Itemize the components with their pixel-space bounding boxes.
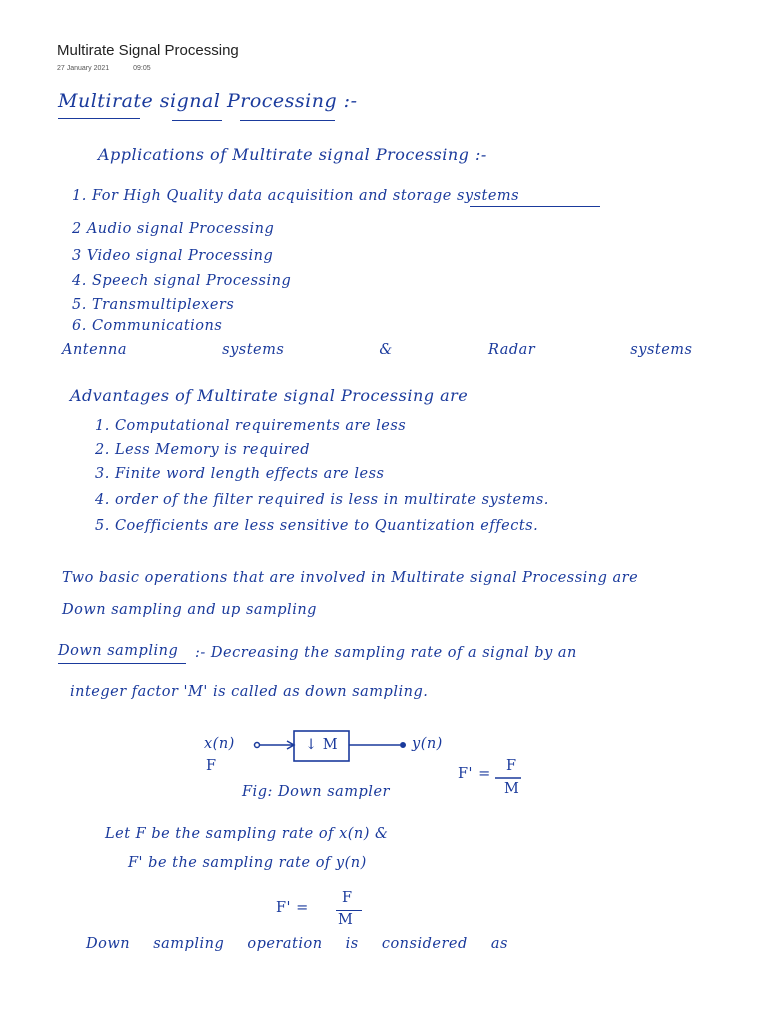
heading-underline-2 [172, 120, 222, 121]
page-time: 09:05 [133, 65, 151, 72]
basic-operations-line: Two basic operations that are involved in Multirate signal Processing are [62, 570, 639, 586]
application-item: 4. Speech signal Processing [72, 273, 292, 289]
figure-caption: Fig: Down sampler [242, 784, 390, 800]
advantage-item: 3. Finite word length effects are less [95, 466, 385, 482]
rate-equation-fraction-bar [336, 910, 362, 911]
down-sampling-definition: integer factor 'M' is called as down sampling. [70, 684, 429, 700]
heading-underline-1 [58, 118, 140, 119]
figure-equation-denominator: M [504, 781, 520, 797]
rate-definition-line: F' be the sampling rate of y(n) [128, 855, 367, 871]
block-label: ↓ M [305, 737, 339, 753]
notes-heading: Multirate signal Processing :- [58, 90, 358, 112]
application-item: Antenna systems & Radar systems [62, 342, 693, 358]
application-item: 6. Communications [72, 318, 223, 334]
advantage-item: 4. order of the filter required is less in multirate systems. [95, 492, 549, 508]
application-item: 2 Audio signal Processing [72, 221, 275, 237]
output-signal-label: y(n) [412, 736, 443, 752]
basic-operations-line: Down sampling and up sampling [62, 602, 317, 618]
application-item: 5. Transmultiplexers [72, 297, 235, 313]
down-sampling-last-line: Down sampling operation is considered as [86, 936, 508, 952]
rate-equation-lhs: F' = [276, 900, 309, 916]
rate-definition-line: Let F be the sampling rate of x(n) & [105, 826, 389, 842]
advantages-heading: Advantages of Multirate signal Processing are [70, 386, 469, 405]
down-sampler-diagram [195, 725, 555, 815]
down-sampling-term: Down sampling [58, 643, 179, 659]
page-title: Multirate Signal Processing [57, 42, 239, 59]
advantage-item: 2. Less Memory is required [95, 442, 311, 458]
rate-equation-denominator: M [338, 912, 354, 928]
applications-heading: Applications of Multirate signal Processing :- [98, 145, 487, 164]
down-sampling-underline [58, 663, 186, 664]
application-item: 3 Video signal Processing [72, 248, 274, 264]
output-node [401, 743, 406, 748]
down-sampling-definition: :- Decreasing the sampling rate of a signal by an [195, 645, 577, 661]
input-node [255, 743, 260, 748]
page-timestamp [57, 65, 173, 72]
input-signal-label: x(n) [204, 736, 235, 752]
advantage-item: 1. Computational requirements are less [95, 418, 407, 434]
advantage-item: 5. Coefficients are less sensitive to Quantization effects. [95, 518, 539, 534]
rate-equation-numerator: F [342, 890, 353, 906]
application-underline [470, 206, 600, 207]
figure-equation-numerator: F [506, 758, 517, 774]
application-item: 1. For High Quality data acquisition and storage systems [72, 188, 520, 204]
page-date: 27 January 2021 [57, 65, 110, 72]
figure-equation-lhs: F' = [458, 766, 491, 782]
input-rate-label: F [206, 758, 217, 774]
heading-underline-3 [240, 120, 335, 121]
